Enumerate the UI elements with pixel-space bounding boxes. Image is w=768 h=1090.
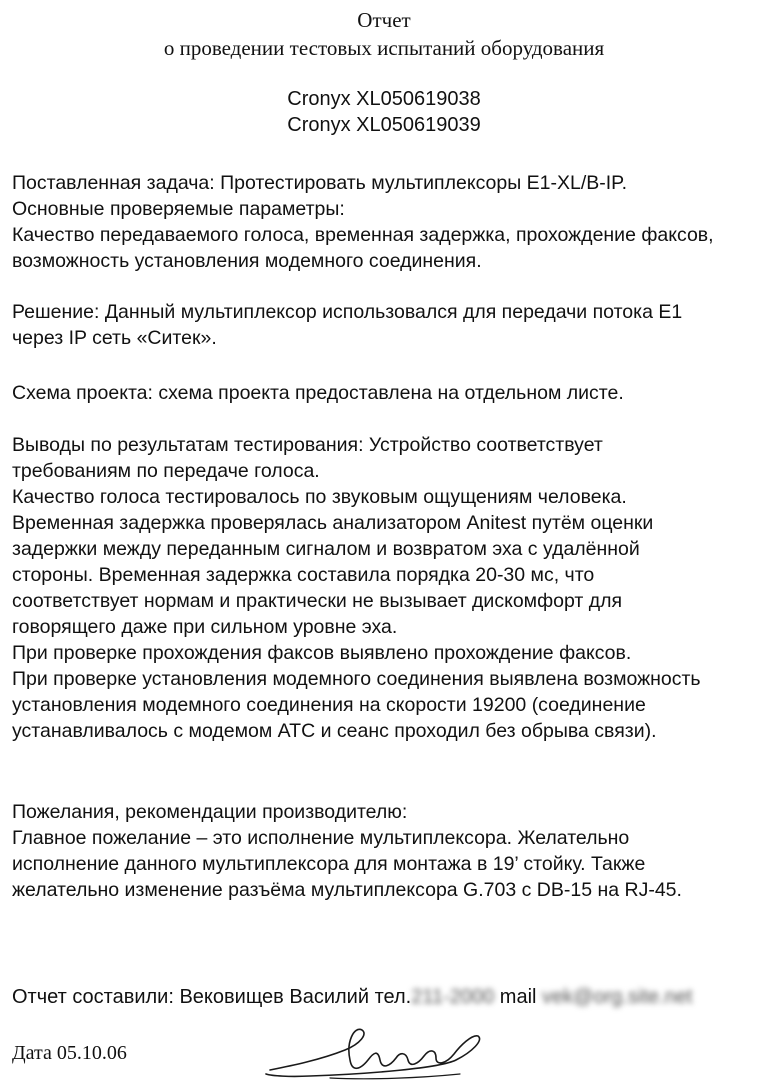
text-line: Пожелания, рекомендации производителю: — [12, 801, 408, 823]
text-line: соответствует нормам и практически не вызывает дискомфорт для — [12, 590, 623, 612]
report-title: Отчет — [357, 8, 411, 32]
text-line: Поставленная задача: Протестировать мультиплексоры E1-XL/B-IP. — [12, 172, 628, 194]
text-line: говорящего даже при сильном уровне эха. — [12, 616, 398, 638]
text-line: Качество передаваемого голоса, временная задержка, прохождение факсов, — [12, 224, 714, 246]
text-line: Основные проверяемые параметры: — [12, 198, 345, 220]
phone-blurred: 211-2000 — [411, 986, 495, 1008]
date-line: Дата 05.10.06 — [12, 1042, 127, 1064]
text-line: Схема проекта: схема проекта предоставлена на отдельном листе. — [12, 382, 624, 404]
text-line: желательно изменение разъёма мультиплексора G.703 с DB-15 на RJ-45. — [12, 879, 682, 901]
text-line: установления модемного соединения на скорости 19200 (соединение — [12, 694, 646, 716]
solution-section — [12, 299, 764, 351]
text-line: Качество голоса тестировалось по звуковым ощущениям человека. — [12, 486, 627, 508]
results-section — [12, 432, 764, 744]
text-line: задержки между переданным сигналом и возвратом эха с удалённой — [12, 538, 640, 560]
text-line: возможность установления модемного соединения. — [12, 250, 482, 272]
report-subtitle: о проведении тестовых испытаний оборудования — [163, 36, 605, 60]
task-section — [12, 170, 764, 274]
text-line: Главное пожелание – это исполнение мультиплексора. Желательно — [12, 827, 630, 849]
text-line: устанавливалось с модемом АТС и сеанс проходил без обрыва связи). — [12, 720, 657, 742]
device-model-2: Cronyx XL050619039 — [287, 114, 481, 136]
text-line: исполнение данного мультиплексора для монтажа в 19’ стойку. Также — [12, 853, 646, 875]
text-line: Решение: Данный мультиплексор использовался для передачи потока E1 — [12, 301, 683, 323]
email-blurred: vek@org.site.net — [542, 986, 693, 1008]
signature — [250, 1020, 500, 1086]
text-line: Выводы по результатам тестирования: Устройство соответствует — [12, 434, 603, 456]
text-line: При проверке установления модемного соединения выявлена возможность — [12, 668, 701, 690]
text-line: через IP сеть «Ситек». — [12, 327, 217, 349]
mail-label: mail — [494, 986, 543, 1008]
author-text: Отчет составили: Вековищев Василий тел. — [12, 986, 412, 1008]
device-model-1: Cronyx XL050619038 — [287, 88, 481, 110]
author-line — [12, 986, 692, 1009]
scheme-section — [12, 380, 764, 406]
text-line: Временная задержка проверялась анализатором Anitest путём оценки — [12, 512, 654, 534]
text-line: При проверке прохождения факсов выявлено прохождение факсов. — [12, 642, 632, 664]
text-line: стороны. Временная задержка составила порядка 20-30 мс, что — [12, 564, 595, 586]
wishes-section — [12, 799, 764, 903]
text-line: требованиям по передаче голоса. — [12, 460, 320, 482]
